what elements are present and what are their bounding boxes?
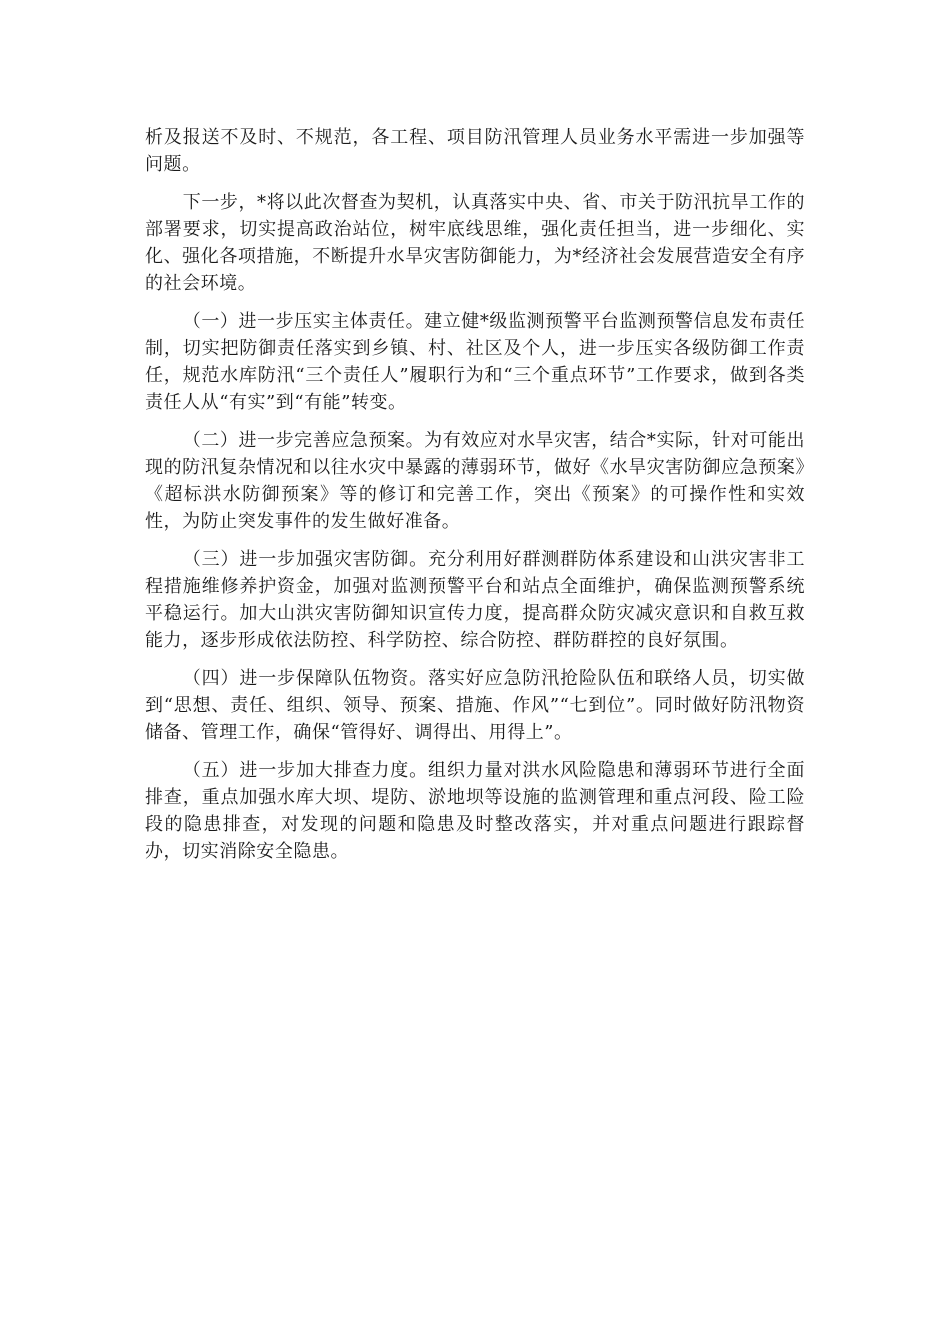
paragraph-item-1: （一）进一步压实主体责任。建立健*级监测预警平台监测预警信息发布责任制，切实把防御责任落实到乡镇、村、社区及个人，进一步压实各级防御工作责任，规范水库防汛“三个责任人”履职行为和“三个重点环节”工作要求，做到各类责任人从“有实”到“有能”转变。	[145, 311, 805, 413]
paragraph-item-4: （四）进一步保障队伍物资。落实好应急防汛抢险队伍和联络人员，切实做到“思想、责任、组织、领导、预案、措施、作风”“七到位”。同时做好防汛物资储备、管理工作，确保“管得好、调得出、用得上”。	[145, 668, 805, 743]
paragraph-next-steps: 下一步，*将以此次督查为契机，认真落实中央、省、市关于防汛抗旱工作的部署要求，切实提高政治站位，树牢底线思维，强化责任担当，进一步细化、实化、强化各项措施，不断提升水旱灾害防御能力，为*经济社会发展营造安全有序的社会环境。	[145, 192, 805, 294]
paragraph-item-3: （三）进一步加强灾害防御。充分利用好群测群防体系建设和山洪灾害非工程措施维修养护资金，加强对监测预警平台和站点全面维护，确保监测预警系统平稳运行。加大山洪灾害防御知识宣传力度，提高群众防灾减灾意识和自救互救能力，逐步形成依法防控、科学防控、综合防控、群防群控的良好氛围。	[145, 549, 805, 651]
document-page	[145, 124, 805, 876]
paragraph-continuation: 析及报送不及时、不规范，各工程、项目防汛管理人员业务水平需进一步加强等问题。	[145, 127, 805, 175]
paragraph-item-2: （二）进一步完善应急预案。为有效应对水旱灾害，结合*实际，针对可能出现的防汛复杂情况和以往水灾中暴露的薄弱环节，做好《水旱灾害防御应急预案》《超标洪水防御预案》等的修订和完善工作，突出《预案》的可操作性和实效性，为防止突发事件的发生做好准备。	[145, 430, 805, 532]
paragraph-item-5: （五）进一步加大排查力度。组织力量对洪水风险隐患和薄弱环节进行全面排查，重点加强水库大坝、堤防、淤地坝等设施的监测管理和重点河段、险工险段的隐患排查，对发现的问题和隐患及时整改落实，并对重点问题进行跟踪督办，切实消除安全隐患。	[145, 760, 805, 862]
